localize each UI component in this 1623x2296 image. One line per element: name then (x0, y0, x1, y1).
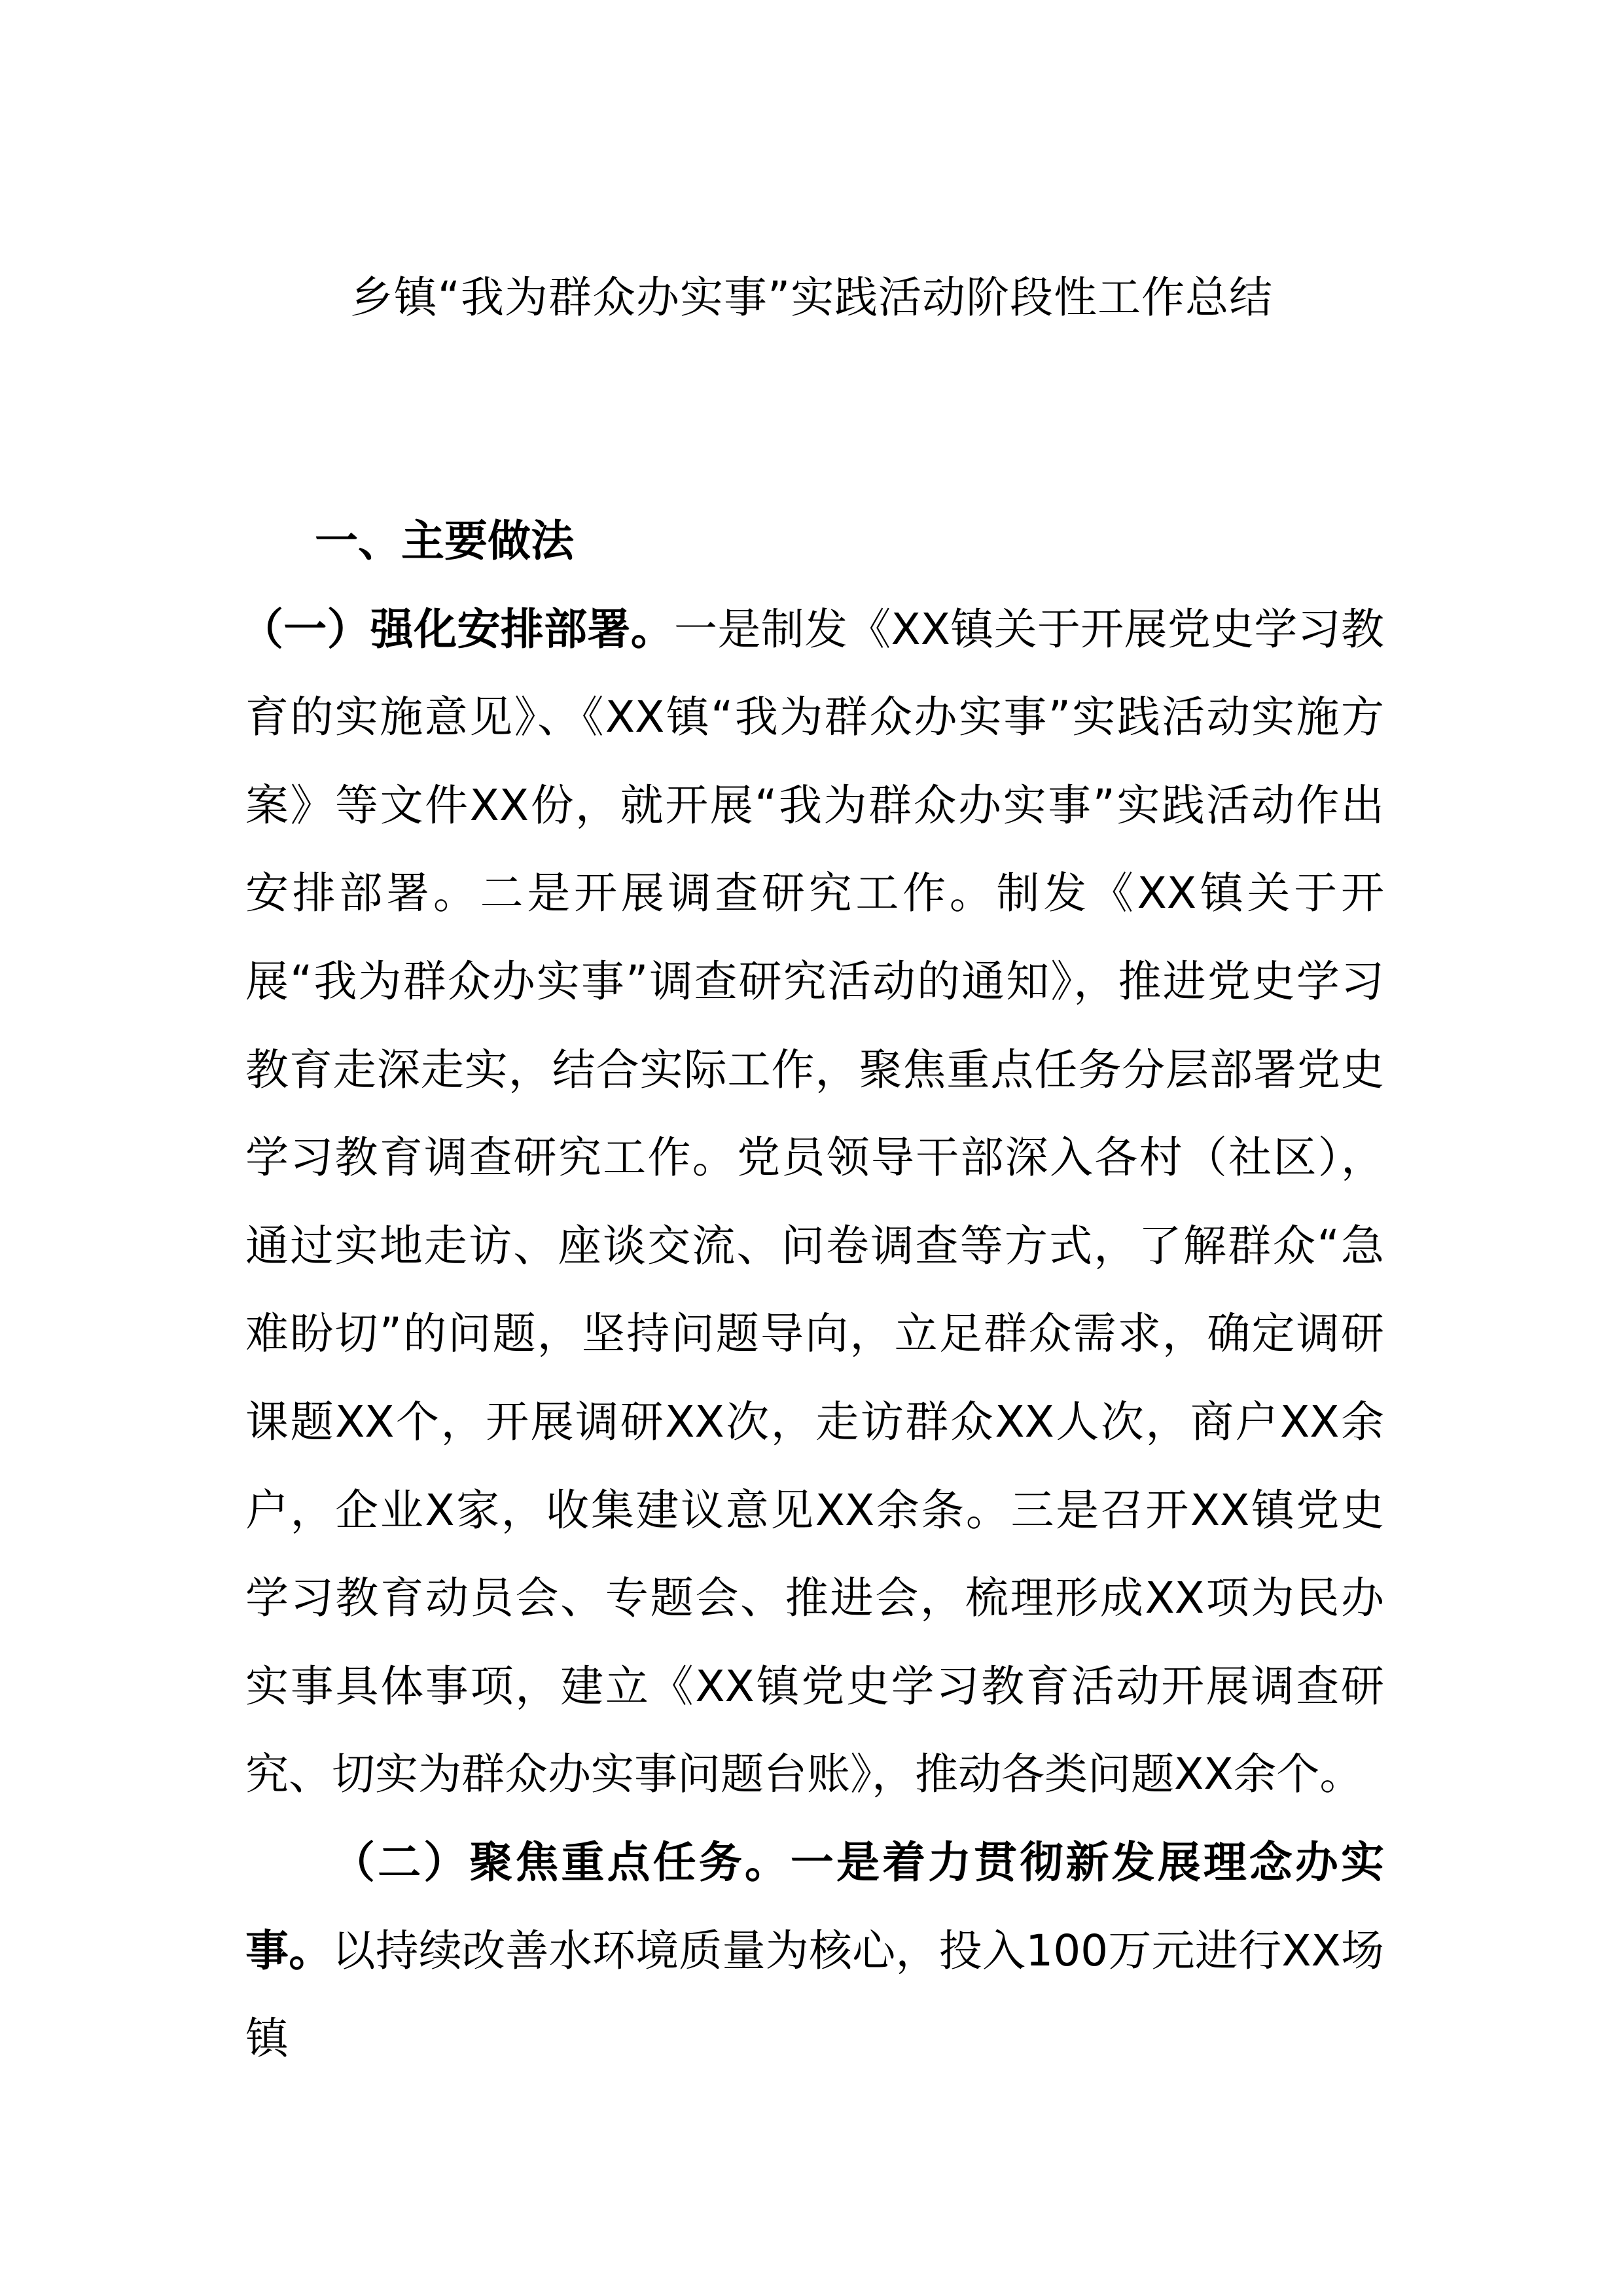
paragraph-strengthen-deployment (240, 586, 1384, 1819)
paragraph-text: 一是制发《XX镇关于开展党史学习教育的实施意见》、《XX镇“我为群众办实事”实践活动实施方案》等文件XX份，就开展“我为群众办实事”实践活动作出安排部署。二是开展调查研究工作。制发《XX镇关于开展“我为群众办实事”调查研究活动的通知》，推进党史学习教育走深走实，结合实际工作，聚焦重点任务分层部署党史学习教育调查研究工作。党员领导干部深入各村（社区），通过实地走访、座谈交流、问卷调查等方式，了解群众“急难盼切”的问题，坚持问题导向，立足群众需求，确定调研课题XX个，开展调研XX次，走访群众XX人次，商户XX余户，企业X家，收集建议意见XX余条。三是召开XX镇党史学习教育动员会、专题会、推进会，梳理形成XX项为民办实事具体事项，建立《XX镇党史学习教育活动开展调查研究、切实为群众办实事问题台账》，推动各类问题XX余个。 (245, 603, 1384, 1800)
section-heading: 一、主要做法 (315, 516, 574, 566)
paragraph-focus-key-tasks (245, 1819, 1384, 2083)
paragraph-text: 以持续改善水环境质量为核心，投入100万元进行XX场镇 (245, 1925, 1384, 2064)
paragraph-lead-heading: （一）强化安排部署。 (240, 603, 675, 655)
document-body (240, 497, 1384, 2083)
paragraph-lead-heading: （二）聚焦重点任务。一是着力贯彻新发展理念办实事。 (245, 1837, 1384, 1976)
document-title: 乡镇“我为群众办实事”实践活动阶段性工作总结 (349, 272, 1274, 323)
